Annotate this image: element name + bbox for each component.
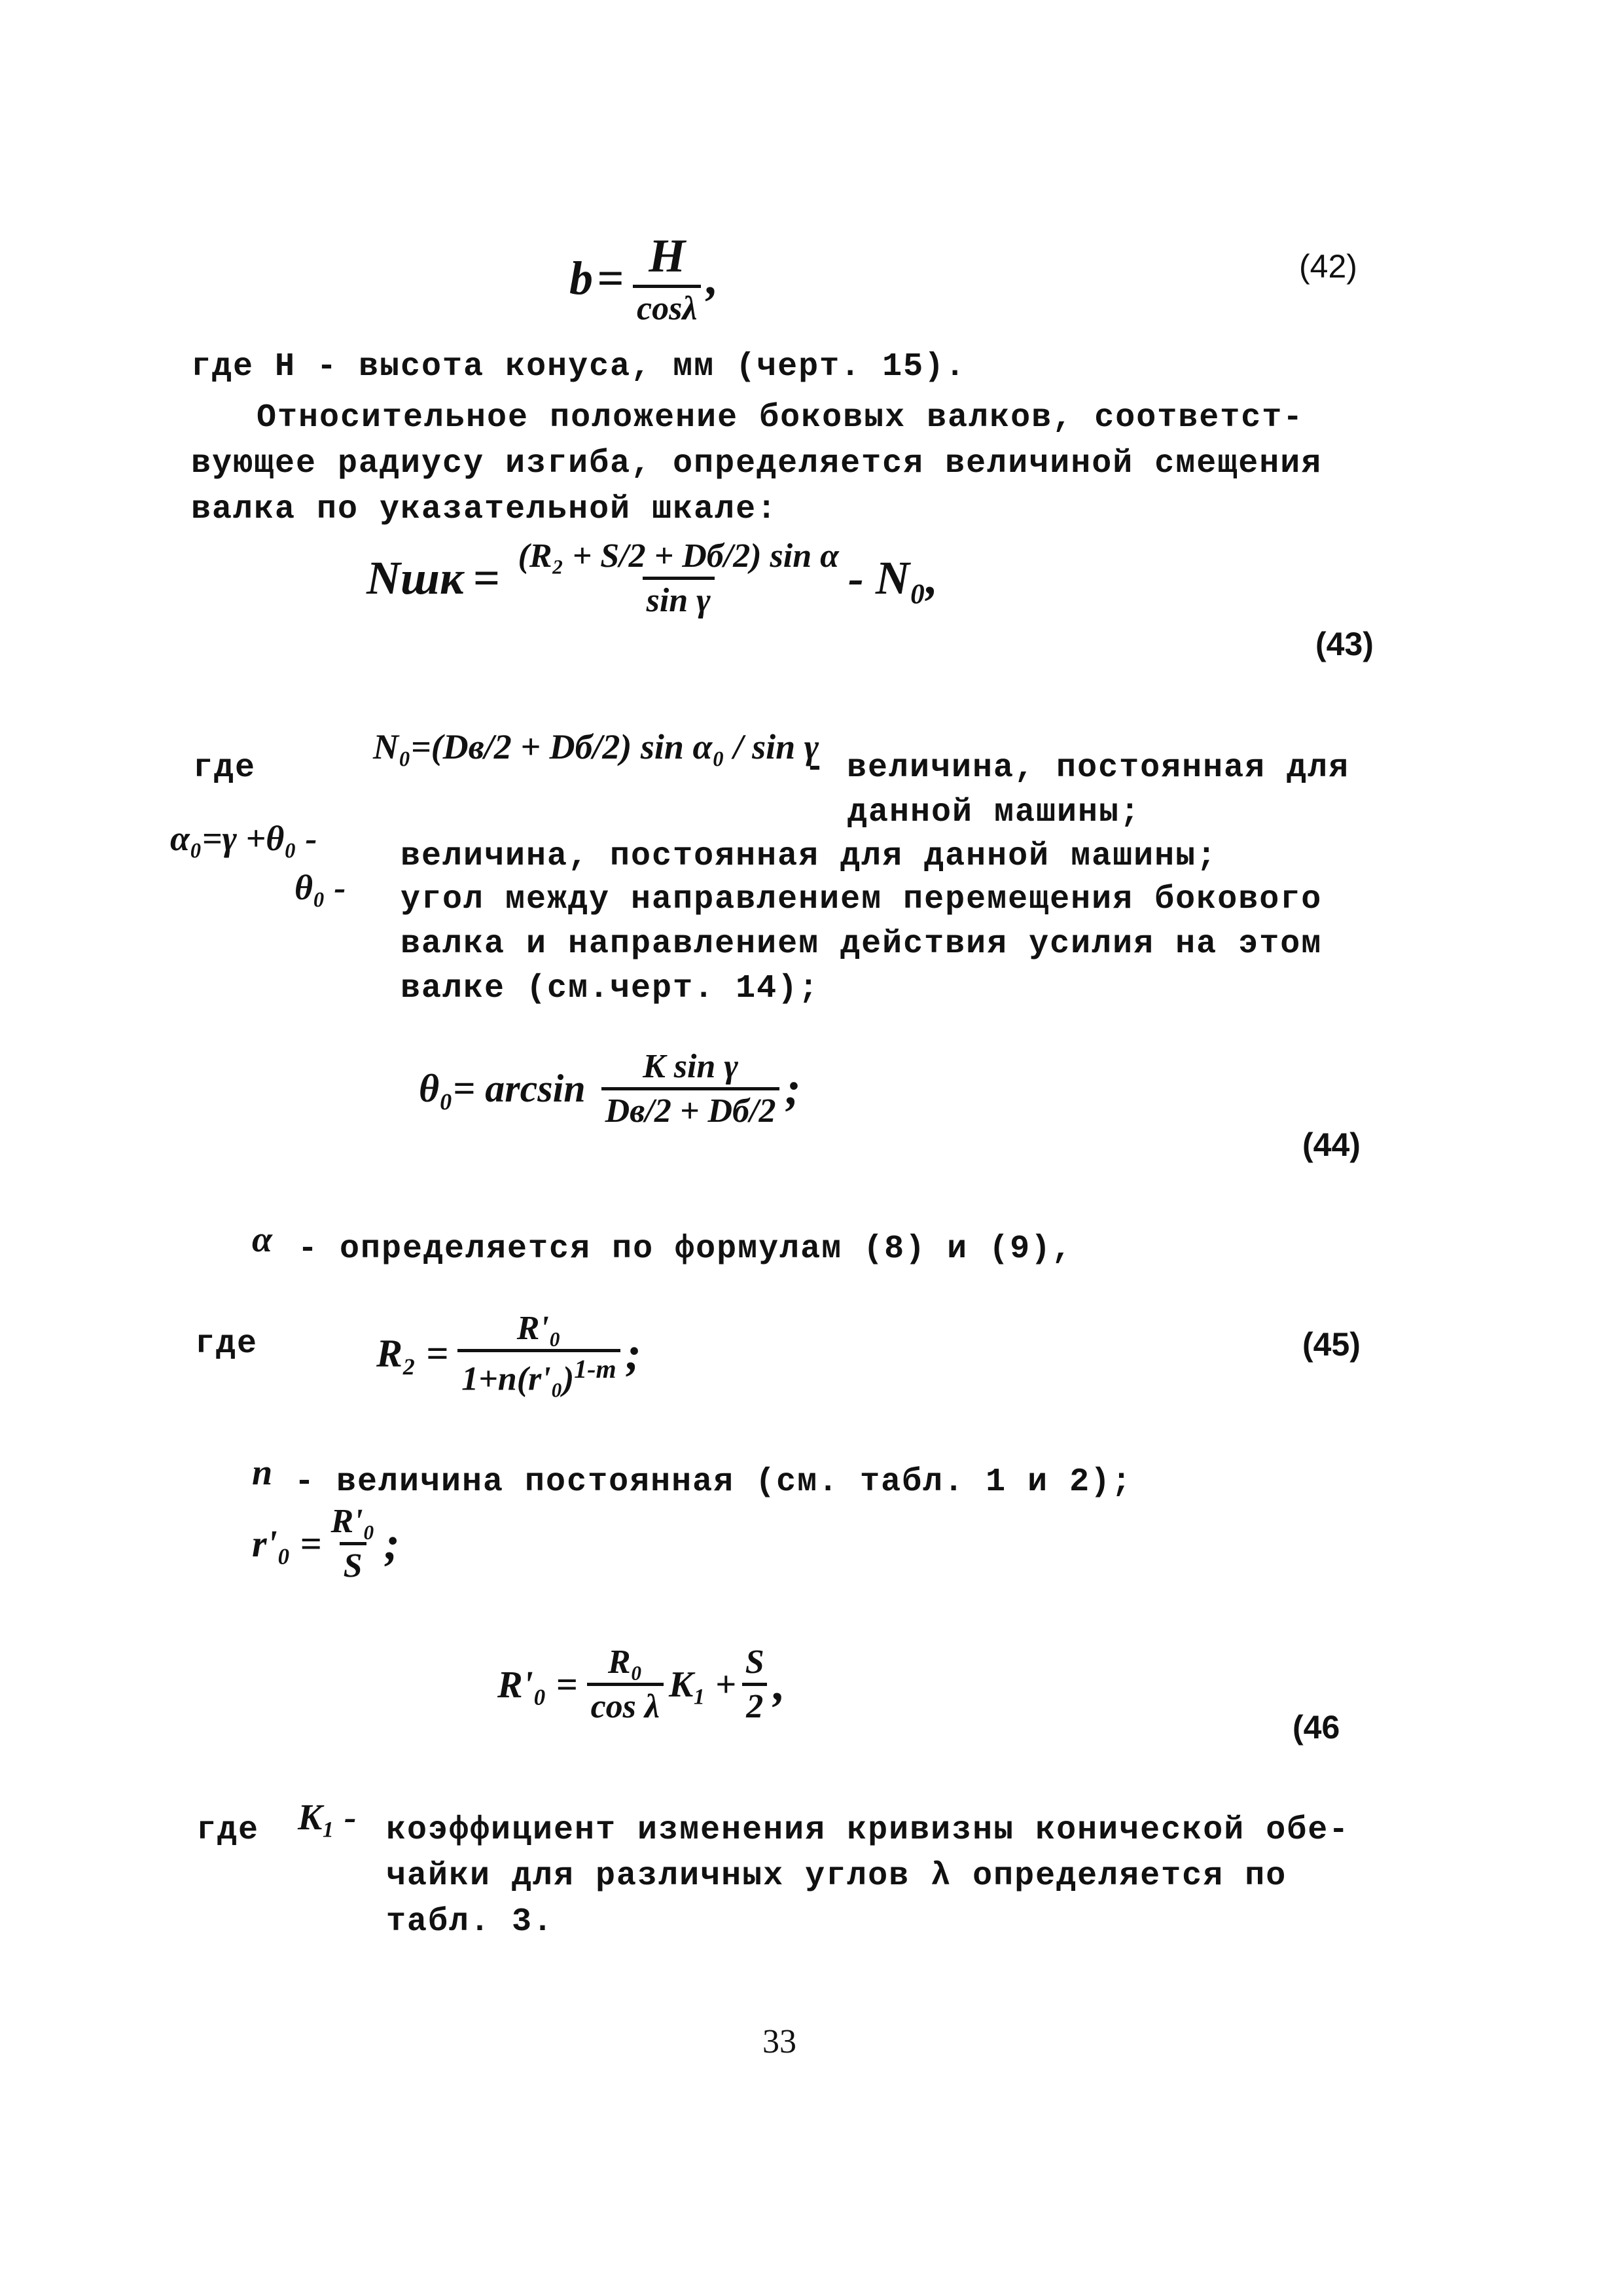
eq46-lhs: R'₀ = bbox=[497, 1663, 578, 1706]
eq43-number: (43) bbox=[1315, 626, 1374, 662]
equation-43: Nшк = $\frac{\text{(R₂ + S/2 + Dб/2) sin α}}{\text{sin γ}}$ - N₀, bbox=[366, 537, 938, 619]
eq45-number: (45) bbox=[1302, 1326, 1361, 1363]
equation-44: θ₀= arcsin $\frac{\text{K sin γ}}{Dв/2 + Dб/2}$ ; bbox=[419, 1048, 801, 1130]
eq43-lhs: Nшк bbox=[366, 552, 464, 604]
para1-line-1: Относительное положение боковых валков, соответст- bbox=[257, 399, 1304, 437]
r0-fraction: $\frac{\text{R'₀}}{S}$ bbox=[330, 1503, 375, 1585]
k1-line-3: табл. 3. bbox=[386, 1903, 554, 1941]
eq43-tail: - N₀, bbox=[847, 552, 938, 604]
k1-symbol: K₁ - bbox=[298, 1797, 357, 1838]
n0-text-1: - величина, постоянная для bbox=[805, 749, 1350, 787]
eq44-fraction bbox=[601, 1047, 780, 1130]
eq44-number: (44) bbox=[1302, 1126, 1361, 1163]
eq42-fraction bbox=[633, 229, 701, 328]
eq45-denominator: $1+n(r'_0)^{1-m}$ bbox=[457, 1349, 620, 1398]
equation-42: b = $\frac{H}{\cos\lambda}$ , bbox=[569, 230, 719, 327]
theta0-line-1: угол между направлением перемещения бокового bbox=[401, 881, 1323, 918]
eq42-lhs: b bbox=[569, 252, 593, 304]
eq46-k1: K₁ + bbox=[668, 1664, 736, 1705]
theta0-line-2: валка и направлением действия усилия на этом bbox=[401, 925, 1323, 963]
eq44-lhs: θ₀= arcsin bbox=[419, 1067, 586, 1110]
equation-45: R₂ = $\frac{\text{R'₀}}{1+n(r'_0)^{1-m}}$ ; bbox=[376, 1310, 641, 1398]
alpha0-symbol: α₀=γ +θ₀ - bbox=[170, 819, 317, 858]
where-label-k1: где bbox=[196, 1812, 260, 1849]
eq45-exponent: 1-m bbox=[574, 1354, 616, 1384]
line-h-definition: где H - высота конуса, мм (черт. 15). bbox=[191, 348, 967, 386]
theta0-line-3: валке (см.черт. 14); bbox=[401, 970, 820, 1007]
eq43-denominator: sin γ bbox=[643, 577, 715, 620]
n0-formula: N₀=(Dв/2 + Dб/2) sin α₀ / sin γ bbox=[373, 727, 819, 766]
eq45-numerator: R'₀ bbox=[516, 1310, 561, 1347]
para1-line-2: вующее радиусу изгиба, определяется величиной смещения bbox=[191, 445, 1323, 482]
eq42-number: (42) bbox=[1299, 248, 1357, 285]
alpha0-text: величина, постоянная для данной машины; bbox=[401, 838, 1218, 875]
alpha-symbol: α bbox=[252, 1219, 272, 1260]
r0-formula: r'₀ = $\frac{\text{R'₀}}{S}$ ; bbox=[252, 1503, 400, 1585]
equation-46: R'₀ = $\frac{\text{R₀}}{\text{cos λ}}$ K₁ + $\frac{S}{2}$ , bbox=[497, 1643, 785, 1725]
n0-text-2: данной машины; bbox=[847, 794, 1141, 831]
eq46-fraction-2: $\frac{S}{2}$ bbox=[741, 1643, 768, 1726]
n-text: - величина постоянная (см. табл. 1 и 2); bbox=[294, 1463, 1133, 1501]
eq42-numerator: H bbox=[649, 230, 686, 282]
r0-lhs: r'₀ = bbox=[252, 1522, 322, 1565]
eq44-numerator: K sin γ bbox=[643, 1048, 738, 1085]
alpha-text: - определяется по формулам (8) и (9), bbox=[298, 1230, 1073, 1268]
eq45-lhs: R₂ = bbox=[376, 1331, 449, 1375]
eq42-denominator: cosλ bbox=[633, 285, 701, 328]
page-number: 33 bbox=[762, 2023, 796, 2060]
where-label-n0: где bbox=[193, 749, 257, 787]
eq43-fraction bbox=[514, 537, 843, 620]
where-label-45: где bbox=[195, 1325, 259, 1363]
theta0-symbol: θ₀ - bbox=[294, 868, 346, 907]
eq44-denominator: Dв/2 + Dб/2 bbox=[601, 1087, 780, 1130]
eq43-numerator: (R₂ + S/2 + Dб/2) sin α bbox=[518, 537, 839, 575]
eq46-fraction-1: $\frac{\text{R₀}}{\text{cos λ}}$ bbox=[587, 1643, 664, 1726]
k1-line-2: чайки для различных углов λ определяется по bbox=[386, 1857, 1287, 1895]
eq46-number: (46 bbox=[1293, 1709, 1340, 1746]
k1-line-1: коэффициент изменения кривизны конической обе- bbox=[386, 1812, 1350, 1849]
para1-line-3: валка по указательной шкале: bbox=[191, 491, 778, 528]
n-symbol: n bbox=[252, 1452, 273, 1493]
eq45-fraction bbox=[457, 1309, 620, 1398]
